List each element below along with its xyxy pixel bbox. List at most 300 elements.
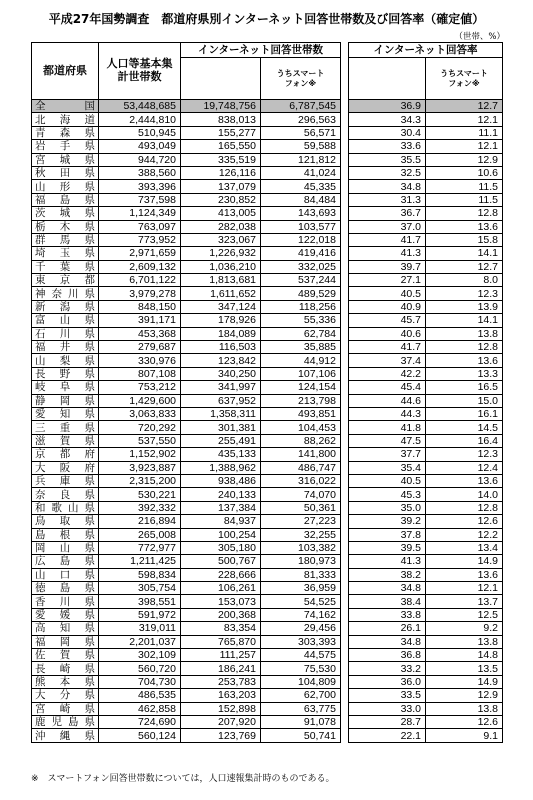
column-gap [341,341,349,354]
prefecture-cell: 埼玉県 [32,247,99,260]
smartphone-households-cell: 91,078 [261,715,341,728]
prefecture-cell: 愛媛県 [32,608,99,621]
smartphone-households-cell: 121,812 [261,153,341,166]
smartphone-rate-cell: 12.9 [426,153,503,166]
smartphone-rate-cell: 13.7 [426,595,503,608]
internet-households-cell: 207,920 [181,715,261,728]
table-row [32,662,503,675]
prefecture-cell: 徳島県 [32,582,99,595]
internet-households-cell: 163,203 [181,689,261,702]
internet-households-cell: 323,067 [181,233,261,246]
smartphone-rate-cell: 13.8 [426,635,503,648]
base-households-cell: 2,609,132 [99,260,181,273]
base-households-cell: 393,396 [99,180,181,193]
smartphone-households-cell: 124,154 [261,381,341,394]
smartphone-households-cell: 6,787,545 [261,100,341,113]
internet-households-cell: 240,133 [181,488,261,501]
internet-rate-cell: 33.6 [349,140,426,153]
base-households-cell: 537,550 [99,434,181,447]
table-row [32,126,503,139]
internet-rate-cell: 28.7 [349,715,426,728]
table-row [32,515,503,528]
smartphone-households-cell: 180,973 [261,555,341,568]
table-row [32,166,503,179]
column-gap [341,568,349,581]
internet-rate-cell: 40.9 [349,300,426,313]
table-body [32,100,503,743]
prefecture-cell: 静岡県 [32,394,99,407]
internet-households-cell: 765,870 [181,635,261,648]
base-households-cell: 265,008 [99,528,181,541]
prefecture-cell: 神奈川県 [32,287,99,300]
table-row [32,622,503,635]
smartphone-rate-cell: 12.1 [426,582,503,595]
table-row [32,675,503,688]
internet-households-cell: 1,813,681 [181,274,261,287]
column-gap [341,367,349,380]
smartphone-rate-cell: 12.7 [426,100,503,113]
column-gap [341,608,349,621]
smartphone-households-cell: 486,747 [261,461,341,474]
internet-rate-cell: 33.5 [349,689,426,702]
internet-rate-cell: 22.1 [349,729,426,742]
column-gap [341,488,349,501]
smartphone-households-cell: 45,335 [261,180,341,193]
internet-rate-cell: 35.5 [349,153,426,166]
internet-households-cell: 186,241 [181,662,261,675]
smartphone-rate-cell: 14.8 [426,649,503,662]
base-households-cell: 2,444,810 [99,113,181,126]
table-row [32,528,503,541]
internet-households-cell: 838,013 [181,113,261,126]
smartphone-households-cell: 104,809 [261,675,341,688]
header-internet-rate: インターネット回答率 [349,43,503,58]
internet-households-cell: 100,254 [181,528,261,541]
table-row [32,715,503,728]
prefecture-cell: 茨城県 [32,207,99,220]
base-households-cell: 720,292 [99,421,181,434]
base-households-cell: 53,448,685 [99,100,181,113]
column-gap [341,582,349,595]
column-gap [341,233,349,246]
prefecture-cell: 宮城県 [32,153,99,166]
column-gap [341,247,349,260]
internet-rate-cell: 35.4 [349,461,426,474]
smartphone-households-cell: 74,070 [261,488,341,501]
smartphone-rate-cell: 15.8 [426,233,503,246]
smartphone-households-cell: 88,262 [261,434,341,447]
internet-rate-cell: 27.1 [349,274,426,287]
smartphone-households-cell: 56,571 [261,126,341,139]
smartphone-rate-cell: 12.6 [426,715,503,728]
base-households-cell: 305,754 [99,582,181,595]
smartphone-rate-cell: 13.9 [426,300,503,313]
smartphone-rate-cell: 11.1 [426,126,503,139]
header-smartphone-rate: うちスマートフォン※ [426,58,503,100]
smartphone-rate-cell: 8.0 [426,274,503,287]
smartphone-households-cell: 44,912 [261,354,341,367]
smartphone-rate-cell: 13.5 [426,662,503,675]
internet-rate-cell: 32.5 [349,166,426,179]
smartphone-rate-cell: 13.8 [426,327,503,340]
internet-rate-cell: 34.8 [349,635,426,648]
base-households-cell: 493,049 [99,140,181,153]
internet-households-cell: 341,997 [181,381,261,394]
base-households-cell: 598,834 [99,568,181,581]
table-row [32,729,503,742]
prefecture-cell: 長崎県 [32,662,99,675]
table-row [32,113,503,126]
table-row [32,140,503,153]
smartphone-households-cell: 44,575 [261,649,341,662]
smartphone-rate-cell: 16.5 [426,381,503,394]
column-gap [341,394,349,407]
smartphone-households-cell: 29,456 [261,622,341,635]
prefecture-cell: 佐賀県 [32,649,99,662]
smartphone-rate-cell: 14.9 [426,555,503,568]
internet-rate-cell: 41.3 [349,555,426,568]
smartphone-households-cell: 32,255 [261,528,341,541]
smartphone-rate-cell: 11.5 [426,180,503,193]
table-row [32,193,503,206]
internet-rate-cell: 47.5 [349,434,426,447]
column-gap [341,461,349,474]
smartphone-households-cell: 143,693 [261,207,341,220]
prefecture-cell: 沖縄県 [32,729,99,742]
prefecture-cell: 福岡県 [32,635,99,648]
base-households-cell: 388,560 [99,166,181,179]
smartphone-households-cell: 50,361 [261,501,341,514]
prefecture-cell: 青森県 [32,126,99,139]
base-households-cell: 763,097 [99,220,181,233]
column-gap [341,675,349,688]
column-gap [341,274,349,287]
page-title: 平成27年国勢調査 都道府県別インターネット回答世帯数及び回答率（確定値） [48,12,485,26]
header-smartphone-households: うちスマートフォン※ [261,58,341,100]
smartphone-households-cell: 62,700 [261,689,341,702]
prefecture-cell: 岡山県 [32,541,99,554]
prefecture-cell: 和歌山県 [32,501,99,514]
smartphone-rate-cell: 15.0 [426,394,503,407]
smartphone-rate-cell: 13.6 [426,474,503,487]
base-households-cell: 2,201,037 [99,635,181,648]
column-gap [341,43,349,100]
internet-households-cell: 1,226,932 [181,247,261,260]
table-row [32,434,503,447]
smartphone-households-cell: 107,106 [261,367,341,380]
column-gap [341,100,349,113]
base-households-cell: 216,894 [99,515,181,528]
column-gap [341,260,349,273]
internet-households-cell: 200,368 [181,608,261,621]
internet-households-cell: 83,354 [181,622,261,635]
internet-households-cell: 347,124 [181,300,261,313]
smartphone-rate-cell: 12.3 [426,287,503,300]
smartphone-households-cell: 84,484 [261,193,341,206]
column-gap [341,354,349,367]
smartphone-households-cell: 303,393 [261,635,341,648]
smartphone-rate-cell: 16.4 [426,434,503,447]
base-households-cell: 704,730 [99,675,181,688]
smartphone-rate-cell: 12.6 [426,515,503,528]
table-row [32,407,503,420]
internet-rate-cell: 31.3 [349,193,426,206]
prefecture-cell: 滋賀県 [32,434,99,447]
prefecture-cell: 群馬県 [32,233,99,246]
column-gap [341,689,349,702]
internet-households-cell: 155,277 [181,126,261,139]
table-row [32,608,503,621]
internet-households-cell: 255,491 [181,434,261,447]
column-gap [341,166,349,179]
smartphone-households-cell: 36,959 [261,582,341,595]
internet-rate-cell: 38.4 [349,595,426,608]
header-internet-households: インターネット回答世帯数 [181,43,341,58]
smartphone-rate-cell: 13.3 [426,367,503,380]
table-row [32,327,503,340]
internet-rate-cell: 40.5 [349,474,426,487]
internet-rate-cell: 34.8 [349,582,426,595]
smartphone-households-cell: 63,775 [261,702,341,715]
footnote: ※ スマートフォン回答世帯数については，人口速報集計時のものである。 [31,774,335,784]
internet-rate-cell: 40.6 [349,327,426,340]
smartphone-households-cell: 75,530 [261,662,341,675]
table-row [32,649,503,662]
table-row [32,220,503,233]
internet-rate-cell: 39.5 [349,541,426,554]
base-households-cell: 319,011 [99,622,181,635]
internet-rate-cell: 30.4 [349,126,426,139]
base-households-cell: 560,124 [99,729,181,742]
internet-households-cell: 938,486 [181,474,261,487]
prefecture-cell: 千葉県 [32,260,99,273]
base-households-cell: 724,690 [99,715,181,728]
smartphone-rate-cell: 12.8 [426,501,503,514]
internet-households-cell: 19,748,756 [181,100,261,113]
base-households-cell: 2,315,200 [99,474,181,487]
smartphone-households-cell: 50,741 [261,729,341,742]
column-gap [341,193,349,206]
internet-rate-cell: 26.1 [349,622,426,635]
smartphone-rate-cell: 13.8 [426,702,503,715]
column-gap [341,555,349,568]
base-households-cell: 330,976 [99,354,181,367]
internet-rate-cell: 36.9 [349,100,426,113]
base-households-cell: 807,108 [99,367,181,380]
smartphone-households-cell: 104,453 [261,421,341,434]
smartphone-households-cell: 81,333 [261,568,341,581]
internet-households-cell: 301,381 [181,421,261,434]
internet-rate-cell: 36.8 [349,649,426,662]
smartphone-rate-cell: 12.8 [426,341,503,354]
smartphone-households-cell: 332,025 [261,260,341,273]
column-gap [341,622,349,635]
internet-rate-cell: 37.0 [349,220,426,233]
table-row [32,207,503,220]
base-households-cell: 591,972 [99,608,181,621]
table-row [32,247,503,260]
internet-households-cell: 637,952 [181,394,261,407]
table-row-total [32,100,503,113]
base-households-cell: 391,171 [99,314,181,327]
base-households-cell: 530,221 [99,488,181,501]
column-gap [341,207,349,220]
column-gap [341,702,349,715]
prefecture-cell: 京都府 [32,448,99,461]
internet-rate-cell: 36.7 [349,207,426,220]
smartphone-households-cell: 74,162 [261,608,341,621]
table-row [32,341,503,354]
table-row [32,635,503,648]
table-row [32,314,503,327]
smartphone-rate-cell: 14.1 [426,247,503,260]
column-gap [341,300,349,313]
base-households-cell: 753,212 [99,381,181,394]
prefecture-cell: 山口県 [32,568,99,581]
internet-households-cell: 500,767 [181,555,261,568]
prefecture-cell: 福井県 [32,341,99,354]
internet-households-cell: 137,079 [181,180,261,193]
smartphone-households-cell: 118,256 [261,300,341,313]
header-base-households: 人口等基本集計世帯数 [99,43,181,100]
internet-households-cell: 230,852 [181,193,261,206]
base-households-cell: 302,109 [99,649,181,662]
column-gap [341,113,349,126]
prefecture-cell: 山梨県 [32,354,99,367]
internet-rate-cell: 45.7 [349,314,426,327]
internet-rate-cell: 37.4 [349,354,426,367]
internet-rate-cell: 45.3 [349,488,426,501]
column-gap [341,220,349,233]
prefecture-cell: 山形県 [32,180,99,193]
base-households-cell: 510,945 [99,126,181,139]
internet-households-cell: 152,898 [181,702,261,715]
column-gap [341,153,349,166]
smartphone-rate-cell: 12.1 [426,113,503,126]
prefecture-cell: 大分県 [32,689,99,702]
smartphone-rate-cell: 12.4 [426,461,503,474]
prefecture-cell: 三重県 [32,421,99,434]
column-gap [341,407,349,420]
smartphone-households-cell: 296,563 [261,113,341,126]
prefecture-cell: 広島県 [32,555,99,568]
internet-rate-cell: 37.8 [349,528,426,541]
table-row [32,180,503,193]
base-households-cell: 944,720 [99,153,181,166]
table-row [32,153,503,166]
table-row [32,381,503,394]
smartphone-households-cell: 103,577 [261,220,341,233]
table-row [32,555,503,568]
internet-households-cell: 123,769 [181,729,261,742]
internet-rate-cell: 36.0 [349,675,426,688]
smartphone-households-cell: 35,885 [261,341,341,354]
prefecture-cell: 愛知県 [32,407,99,420]
internet-rate-cell: 44.6 [349,394,426,407]
internet-households-cell: 126,116 [181,166,261,179]
smartphone-rate-cell: 13.6 [426,354,503,367]
smartphone-rate-cell: 14.1 [426,314,503,327]
internet-households-cell: 340,250 [181,367,261,380]
table-row [32,233,503,246]
internet-households-cell: 1,611,652 [181,287,261,300]
internet-households-cell: 116,503 [181,341,261,354]
prefecture-cell: 兵庫県 [32,474,99,487]
internet-households-cell: 106,261 [181,582,261,595]
prefecture-cell: 秋田県 [32,166,99,179]
table-row [32,541,503,554]
prefecture-cell: 富山県 [32,314,99,327]
column-gap [341,327,349,340]
smartphone-rate-cell: 12.5 [426,608,503,621]
prefecture-cell: 鹿児島県 [32,715,99,728]
smartphone-households-cell: 537,244 [261,274,341,287]
prefecture-cell: 栃木県 [32,220,99,233]
internet-households-cell: 305,180 [181,541,261,554]
smartphone-households-cell: 27,223 [261,515,341,528]
prefecture-cell: 鳥取県 [32,515,99,528]
prefecture-cell: 長野県 [32,367,99,380]
internet-households-cell: 435,133 [181,448,261,461]
smartphone-rate-cell: 12.3 [426,448,503,461]
prefecture-cell: 新潟県 [32,300,99,313]
base-households-cell: 1,152,902 [99,448,181,461]
table-row [32,421,503,434]
base-households-cell: 398,551 [99,595,181,608]
prefecture-cell: 宮崎県 [32,702,99,715]
internet-rate-cell: 40.5 [349,287,426,300]
prefecture-cell: 福島県 [32,193,99,206]
prefecture-cell: 大阪府 [32,461,99,474]
column-gap [341,140,349,153]
prefecture-cell: 石川県 [32,327,99,340]
internet-rate-cell: 41.7 [349,341,426,354]
base-households-cell: 773,952 [99,233,181,246]
base-households-cell: 3,063,833 [99,407,181,420]
smartphone-households-cell: 41,024 [261,166,341,179]
smartphone-households-cell: 316,022 [261,474,341,487]
smartphone-rate-cell: 16.1 [426,407,503,420]
column-gap [341,541,349,554]
column-gap [341,381,349,394]
column-gap [341,715,349,728]
base-households-cell: 1,429,600 [99,394,181,407]
prefecture-cell: 東京都 [32,274,99,287]
internet-households-cell: 413,005 [181,207,261,220]
smartphone-households-cell: 213,798 [261,394,341,407]
internet-households-cell: 228,666 [181,568,261,581]
data-table [31,42,503,743]
column-gap [341,501,349,514]
prefecture-cell: 北海道 [32,113,99,126]
smartphone-rate-cell: 12.9 [426,689,503,702]
internet-rate-cell: 38.2 [349,568,426,581]
header-prefecture: 都道府県 [32,43,99,100]
table-row [32,354,503,367]
table-row [32,461,503,474]
internet-households-cell: 282,038 [181,220,261,233]
column-gap [341,515,349,528]
column-gap [341,662,349,675]
base-households-cell: 737,598 [99,193,181,206]
column-gap [341,595,349,608]
internet-households-cell: 178,926 [181,314,261,327]
table-row [32,287,503,300]
smartphone-rate-cell: 14.0 [426,488,503,501]
prefecture-cell: 島根県 [32,528,99,541]
table-row [32,474,503,487]
smartphone-households-cell: 55,336 [261,314,341,327]
